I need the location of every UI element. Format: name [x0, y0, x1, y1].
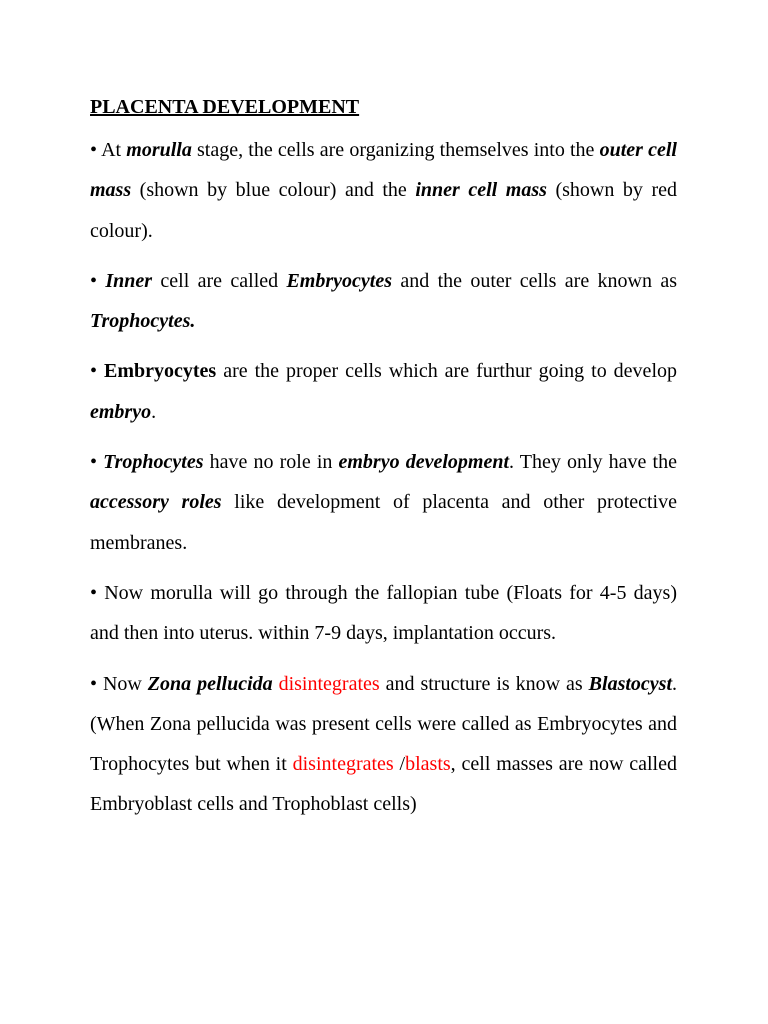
document-page: [90, 92, 677, 835]
highlighted-text: disintegrates: [278, 672, 380, 695]
paragraph-inner-cell: [90, 261, 677, 342]
text-segment: and the outer cells are known as: [392, 269, 677, 292]
text-segment: cell are called: [152, 269, 287, 292]
emphasized-text: Inner: [105, 269, 153, 292]
emphasized-text: Embryocytes: [286, 269, 392, 292]
text-segment: • Now: [90, 672, 148, 695]
emphasized-text: embryo: [90, 400, 152, 423]
text-segment: .: [151, 400, 157, 423]
emphasized-text: morulla: [126, 139, 192, 161]
text-segment: are the proper cells which are furthur going to develop: [216, 360, 677, 383]
text-segment: •: [90, 360, 104, 383]
paragraph-zona: [90, 664, 677, 825]
text-segment: •: [90, 451, 104, 474]
document-title: PLACENTA DEVELOPMENT: [90, 96, 360, 118]
text-segment: have no role in: [203, 451, 339, 474]
emphasized-text: Trophocytes.: [90, 310, 196, 333]
text-segment: •: [90, 269, 106, 292]
text-segment: and structure is know as: [379, 672, 589, 695]
emphasized-text: embryo development: [338, 451, 510, 474]
emphasized-text: Trophocytes: [103, 451, 204, 474]
text-segment: (shown by red colour).: [90, 179, 677, 242]
text-segment: . They only have the: [509, 451, 677, 474]
text-segment: /: [393, 753, 406, 776]
paragraph-embryocytes: [90, 351, 677, 432]
highlighted-text: disintegrates: [292, 753, 394, 776]
emphasized-text: Embryocytes: [104, 360, 217, 383]
text-segment: • At: [90, 139, 127, 161]
emphasized-text: inner cell mass: [415, 179, 547, 202]
emphasized-text: Blastocyst: [588, 672, 673, 695]
emphasized-text: Zona pellucida: [147, 672, 273, 695]
highlighted-text: blasts: [405, 753, 451, 776]
text-segment: like development of placenta and other protective membranes.: [90, 491, 677, 554]
text-segment: (shown by blue colour) and the: [131, 179, 416, 202]
emphasized-text: accessory roles: [90, 491, 222, 514]
emphasized-text: outer cell mass: [90, 139, 677, 202]
paragraph-morulla: [90, 130, 677, 251]
text-segment: stage, the cells are organizing themselves into the: [191, 139, 600, 161]
text-segment: , cell masses are now called Embryoblast cells and Trophoblast cells): [90, 753, 677, 816]
paragraph-fallopian: [90, 573, 677, 654]
text-segment: • Now morulla will go through the fallopian tube (Floats for 4-5 days) and then into uterus. within 7-9 days, implantation occurs.: [90, 581, 677, 645]
text-segment: . (When Zona pellucida was present cells were called as Embryocytes and Trophocytes but when it: [90, 672, 678, 776]
paragraph-trophocytes: [90, 442, 677, 563]
paragraph-list: [90, 130, 677, 825]
